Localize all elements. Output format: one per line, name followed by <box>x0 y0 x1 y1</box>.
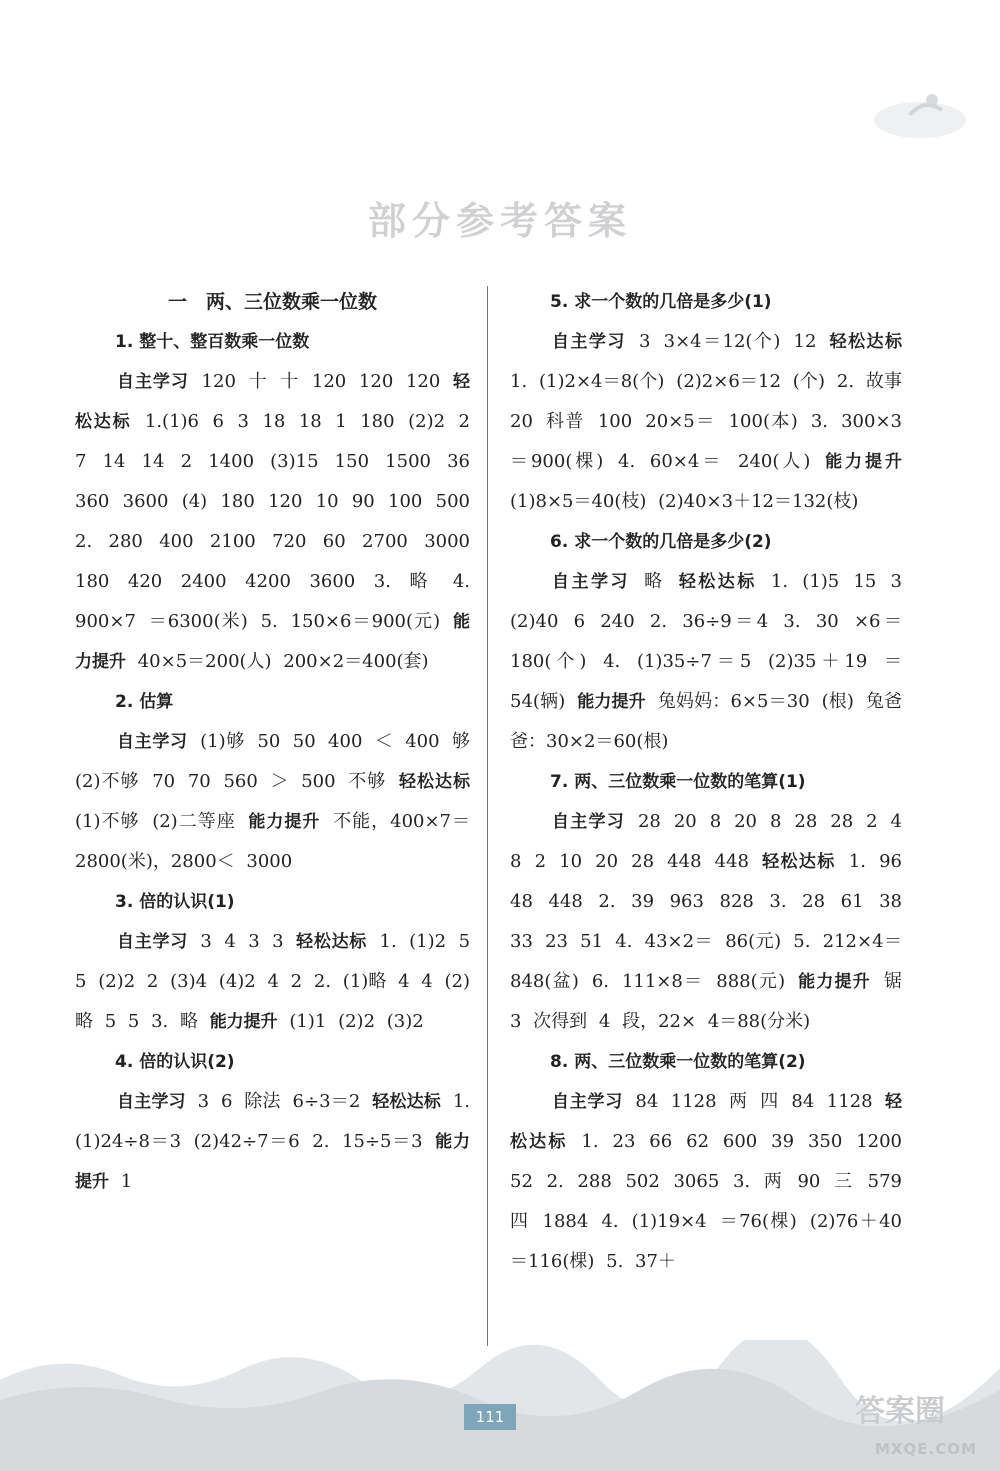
category-label: 自主学习 <box>117 372 189 392</box>
answer-text: 1.(1)6 6 3 18 18 1 180 (2)2 2 7 14 14 2 1400 (3)15 150 1500 36 360 3600 (4) 180 120 10 90 100 500 2. 280 400 2100 720 60 2700 3000 180 420 2400 4200 3600 3. 略 4. 900×7 ＝6300(米) 5. 150×6＝900(元) <box>75 411 471 632</box>
answer-paragraph <box>75 722 470 882</box>
left-column <box>75 282 470 1202</box>
answer-text: 40×5＝200(人) 200×2＝400(套) <box>126 651 429 672</box>
category-label: 能力提升 <box>75 612 470 672</box>
category-label: 轻松达标 <box>372 1092 441 1112</box>
answer-text: (1)不够 (2)二等座 <box>75 811 249 832</box>
section-heading: 8. 两、三位数乘一位数的笔算(2) <box>550 1052 806 1072</box>
right-column <box>510 282 902 1282</box>
answer-text: 1. 23 66 62 600 39 350 1200 52 2. 288 502 3065 3. 两 90 三 579 四 1884 4. (1)19×4 ＝76(棵) (2)76＋40＝116(棵) 5. 37＋ <box>510 1131 903 1272</box>
section-heading: 7. 两、三位数乘一位数的笔算(1) <box>550 772 806 792</box>
category-label: 轻松达标 <box>829 332 903 352</box>
answer-paragraph <box>510 322 902 522</box>
section-heading: 6. 求一个数的几倍是多少(2) <box>550 532 772 552</box>
answer-text: 略 <box>629 571 679 592</box>
category-label: 轻松达标 <box>510 1092 903 1152</box>
answer-paragraph <box>510 1082 902 1282</box>
answer-paragraph <box>510 802 902 1042</box>
watermark-logo: 答案圈 <box>855 1394 945 1429</box>
section-heading: 2. 估算 <box>115 692 174 712</box>
category-label: 能力提升 <box>825 452 902 472</box>
answer-text: (1)够 50 50 400 ＜ 400 够 (2)不够 70 70 560 ＞ 500 不够 <box>75 731 470 792</box>
corner-decoration <box>860 60 980 150</box>
category-label: 自主学习 <box>117 732 188 752</box>
column-divider <box>487 286 488 1346</box>
answer-paragraph <box>510 562 902 762</box>
right-content <box>510 282 902 1282</box>
left-content <box>75 322 470 1202</box>
category-label: 自主学习 <box>552 572 630 592</box>
answer-paragraph <box>75 1082 470 1202</box>
category-label: 轻松达标 <box>296 932 368 952</box>
category-label: 自主学习 <box>117 932 188 952</box>
answer-text: 1. (1)24÷8＝3 (2)42÷7＝6 2. 15÷5＝3 <box>75 1091 471 1152</box>
section-heading: 5. 求一个数的几倍是多少(1) <box>550 292 772 312</box>
answer-paragraph <box>75 922 470 1042</box>
answer-text: 兔妈妈：6×5＝30 (根) 兔爸爸：30×2＝60(根) <box>510 691 903 752</box>
answer-text: 1. (1)5 15 3 (2)40 6 240 2. 36÷9＝4 3. 30 ×6＝180(个) 4. (1)35÷7＝5 (2)35＋19 ＝54(辆) <box>510 571 903 712</box>
category-label: 自主学习 <box>552 332 626 352</box>
answer-paragraph <box>75 362 470 682</box>
category-label: 自主学习 <box>117 1092 186 1112</box>
answer-text: 84 1128 两 四 84 1128 <box>622 1091 886 1112</box>
answer-text: 28 20 8 20 8 28 28 2 4 8 2 10 20 28 448 448 <box>510 811 903 872</box>
answer-text: 1. (1)2 5 5 (2)2 2 (3)4 (4)2 4 2 2. (1)略 4 4 (2)略 5 5 3. 略 <box>75 931 471 1032</box>
category-label: 轻松达标 <box>762 852 836 872</box>
category-label: 轻松达标 <box>678 572 757 592</box>
page-number: 111 <box>464 1404 516 1430</box>
answer-text: 3 6 除法 6÷3＝2 <box>185 1091 373 1112</box>
category-label: 自主学习 <box>552 1092 623 1112</box>
answer-text: 1. (1)2×4＝8(个) (2)2×6＝12 (个) 2. 故事 20 科普 100 20×5＝ 100(本) 3. 300×3＝900(棵) 4. 60×4＝ 240(人) <box>510 371 902 472</box>
chapter-heading: 一 两、三位数乘一位数 <box>167 291 377 313</box>
answer-text: (1)8×5＝40(枝) (2)40×3＋12＝132(枝) <box>510 491 859 512</box>
category-label: 能力提升 <box>577 692 646 712</box>
section-heading: 4. 倍的认识(2) <box>115 1052 235 1072</box>
answer-text: 3 4 3 3 <box>187 931 297 952</box>
page-title: 部分参考答案 <box>367 198 632 243</box>
answer-text: (1)1 (2)2 (3)2 <box>277 1011 424 1032</box>
answer-text: 3 3×4＝12(个) 12 <box>625 331 830 352</box>
category-label: 轻松达标 <box>399 772 470 792</box>
watermark-url: MXQE.COM <box>875 1440 977 1458</box>
section-heading: 3. 倍的认识(1) <box>115 892 235 912</box>
answer-text: 1 <box>109 1171 133 1192</box>
section-heading: 1. 整十、整百数乘一位数 <box>115 332 310 352</box>
category-label: 能力提升 <box>209 1012 278 1032</box>
category-label: 能力提升 <box>248 812 321 832</box>
answer-text: 不能，400×7＝2800(米)，2800＜ 3000 <box>75 811 471 872</box>
category-label: 自主学习 <box>552 812 625 832</box>
category-label: 轻松达标 <box>75 372 471 432</box>
answer-text: 锯 3 次得到 4 段，22× 4＝88(分米) <box>510 971 902 1032</box>
category-label: 能力提升 <box>75 1132 470 1192</box>
category-label: 能力提升 <box>798 972 872 992</box>
answer-text: 1. 96 48 448 2. 39 963 828 3. 28 61 38 33 23 51 4. 43×2＝ 86(元) 5. 212×4＝848(盆) 6. 111×8＝ 888(元) <box>510 851 902 992</box>
answer-text: 120 十 十 120 120 120 <box>188 371 454 392</box>
